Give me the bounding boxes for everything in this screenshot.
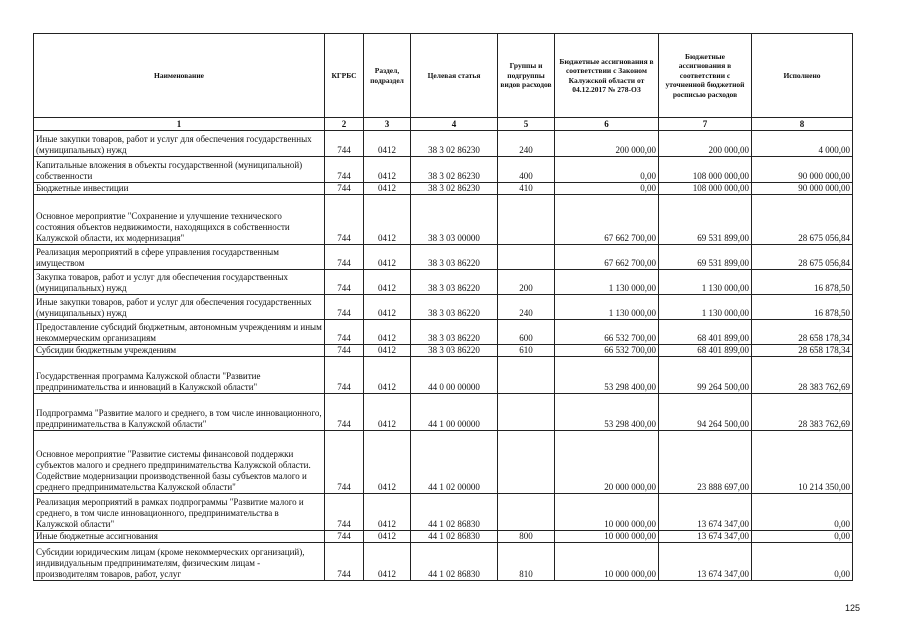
row-target-article: 44 1 02 86830 — [411, 543, 498, 581]
row-expense-group: 240 — [498, 295, 555, 320]
row-expense-group — [498, 494, 555, 531]
row-section: 0412 — [364, 357, 411, 394]
row-law-amount: 10 000 000,00 — [555, 543, 659, 581]
table-row — [34, 195, 853, 245]
row-section: 0412 — [364, 295, 411, 320]
row-law-amount: 0,00 — [555, 183, 659, 195]
row-name: Подпрограмма "Развитие малого и среднего, в том числе инновационного, предпринимательства в Калужской области" — [34, 394, 325, 431]
row-expense-group — [498, 357, 555, 394]
row-executed-amount: 28 383 762,69 — [752, 394, 853, 431]
column-number: 6 — [555, 118, 659, 131]
budget-table — [33, 33, 853, 581]
header-expense-group: Группы и подгруппы видов расходов — [498, 34, 555, 118]
row-name: Реализация мероприятий в рамках подпрограммы "Развитие малого и среднего, в том числе инновационного, предпринимательства в Калужской области" — [34, 494, 325, 531]
row-section: 0412 — [364, 543, 411, 581]
row-refined-amount: 13 674 347,00 — [659, 543, 752, 581]
row-section: 0412 — [364, 183, 411, 195]
row-target-article: 44 0 00 00000 — [411, 357, 498, 394]
row-kgrbs: 744 — [325, 245, 364, 270]
row-refined-amount: 108 000 000,00 — [659, 183, 752, 195]
row-target-article: 44 1 00 00000 — [411, 394, 498, 431]
row-target-article: 38 3 02 86230 — [411, 183, 498, 195]
column-number: 4 — [411, 118, 498, 131]
row-section: 0412 — [364, 394, 411, 431]
row-kgrbs: 744 — [325, 157, 364, 183]
row-target-article: 38 3 03 00000 — [411, 195, 498, 245]
header-name: Наименование — [34, 34, 325, 118]
row-expense-group — [498, 394, 555, 431]
row-executed-amount: 4 000,00 — [752, 131, 853, 157]
row-target-article: 38 3 03 86220 — [411, 320, 498, 345]
row-law-amount: 67 662 700,00 — [555, 195, 659, 245]
row-expense-group: 400 — [498, 157, 555, 183]
row-refined-amount: 200 000,00 — [659, 131, 752, 157]
row-section: 0412 — [364, 320, 411, 345]
row-name: Бюджетные инвестиции — [34, 183, 325, 195]
column-number: 5 — [498, 118, 555, 131]
row-name: Иные закупки товаров, работ и услуг для обеспечения государственных (муниципальных) нужд — [34, 131, 325, 157]
row-law-amount: 1 130 000,00 — [555, 270, 659, 295]
header-law-allocations: Бюджетные ассигнования в соответствии с Законом Калужской области от 04.12.2017 № 278-ОЗ — [555, 34, 659, 118]
row-expense-group — [498, 195, 555, 245]
page-number: 125 — [845, 603, 861, 613]
row-law-amount: 53 298 400,00 — [555, 357, 659, 394]
row-law-amount: 67 662 700,00 — [555, 245, 659, 270]
row-law-amount: 66 532 700,00 — [555, 345, 659, 357]
header-kgrbs: КГРБС — [325, 34, 364, 118]
row-kgrbs: 744 — [325, 131, 364, 157]
row-kgrbs: 744 — [325, 431, 364, 494]
row-section: 0412 — [364, 131, 411, 157]
row-executed-amount: 28 658 178,34 — [752, 345, 853, 357]
row-target-article: 38 3 03 86220 — [411, 295, 498, 320]
row-kgrbs: 744 — [325, 357, 364, 394]
row-expense-group: 810 — [498, 543, 555, 581]
row-name: Иные закупки товаров, работ и услуг для обеспечения государственных (муниципальных) нужд — [34, 295, 325, 320]
row-target-article: 38 3 03 86220 — [411, 245, 498, 270]
row-kgrbs: 744 — [325, 345, 364, 357]
row-executed-amount: 0,00 — [752, 494, 853, 531]
row-executed-amount: 0,00 — [752, 531, 853, 543]
row-kgrbs: 744 — [325, 183, 364, 195]
column-number-row — [34, 118, 853, 131]
row-executed-amount: 90 000 000,00 — [752, 157, 853, 183]
row-executed-amount: 16 878,50 — [752, 270, 853, 295]
row-law-amount: 20 000 000,00 — [555, 431, 659, 494]
row-expense-group: 610 — [498, 345, 555, 357]
row-kgrbs: 744 — [325, 320, 364, 345]
row-name: Предоставление субсидий бюджетным, автономным учреждениям и иным некоммерческим организациям — [34, 320, 325, 345]
row-target-article: 44 1 02 00000 — [411, 431, 498, 494]
row-refined-amount: 13 674 347,00 — [659, 531, 752, 543]
row-refined-amount: 23 888 697,00 — [659, 431, 752, 494]
row-name: Субсидии юридическим лицам (кроме некоммерческих организаций), индивидуальным предпринимателям, физическим лицам - производителям товаров, работ, услуг — [34, 543, 325, 581]
table-row — [34, 431, 853, 494]
row-target-article: 38 3 02 86230 — [411, 157, 498, 183]
table-row — [34, 531, 853, 543]
row-refined-amount: 108 000 000,00 — [659, 157, 752, 183]
column-number: 7 — [659, 118, 752, 131]
row-name: Государственная программа Калужской области "Развитие предпринимательства и инноваций в Калужской области" — [34, 357, 325, 394]
row-law-amount: 0,00 — [555, 157, 659, 183]
row-executed-amount: 10 214 350,00 — [752, 431, 853, 494]
column-number: 8 — [752, 118, 853, 131]
row-refined-amount: 68 401 899,00 — [659, 345, 752, 357]
column-number: 3 — [364, 118, 411, 131]
row-kgrbs: 744 — [325, 270, 364, 295]
row-target-article: 38 3 03 86220 — [411, 270, 498, 295]
row-refined-amount: 94 264 500,00 — [659, 394, 752, 431]
header-executed: Исполнено — [752, 34, 853, 118]
row-executed-amount: 0,00 — [752, 543, 853, 581]
row-section: 0412 — [364, 431, 411, 494]
row-name: Капитальные вложения в объекты государственной (муниципальной) собственности — [34, 157, 325, 183]
row-section: 0412 — [364, 157, 411, 183]
row-target-article: 44 1 02 86830 — [411, 531, 498, 543]
row-expense-group: 240 — [498, 131, 555, 157]
row-executed-amount: 28 658 178,34 — [752, 320, 853, 345]
table-row — [34, 270, 853, 295]
row-law-amount: 10 000 000,00 — [555, 531, 659, 543]
column-number: 2 — [325, 118, 364, 131]
row-section: 0412 — [364, 245, 411, 270]
row-kgrbs: 744 — [325, 543, 364, 581]
row-target-article: 44 1 02 86830 — [411, 494, 498, 531]
row-expense-group — [498, 245, 555, 270]
table-row — [34, 357, 853, 394]
row-section: 0412 — [364, 345, 411, 357]
row-executed-amount: 28 383 762,69 — [752, 357, 853, 394]
row-kgrbs: 744 — [325, 394, 364, 431]
row-name: Основное мероприятие "Развитие системы финансовой поддержки субъектов малого и среднего предпринимательства Калужской области. Содействие модернизации производственной базы субъектов малого и среднего предпринимательства Калужской области" — [34, 431, 325, 494]
table-row — [34, 245, 853, 270]
row-kgrbs: 744 — [325, 494, 364, 531]
row-name: Реализация мероприятий в сфере управления государственным имуществом — [34, 245, 325, 270]
row-section: 0412 — [364, 195, 411, 245]
row-section: 0412 — [364, 494, 411, 531]
row-expense-group: 410 — [498, 183, 555, 195]
row-law-amount: 53 298 400,00 — [555, 394, 659, 431]
row-law-amount: 1 130 000,00 — [555, 295, 659, 320]
row-refined-amount: 13 674 347,00 — [659, 494, 752, 531]
row-expense-group: 200 — [498, 270, 555, 295]
row-name: Основное мероприятие "Сохранение и улучшение технического состояния объектов недвижимости, находящихся в собственности Калужской области, их модернизация" — [34, 195, 325, 245]
row-section: 0412 — [364, 270, 411, 295]
row-executed-amount: 28 675 056,84 — [752, 195, 853, 245]
row-law-amount: 66 532 700,00 — [555, 320, 659, 345]
row-executed-amount: 28 675 056,84 — [752, 245, 853, 270]
row-name: Субсидии бюджетным учреждениям — [34, 345, 325, 357]
row-law-amount: 10 000 000,00 — [555, 494, 659, 531]
table-row — [34, 345, 853, 357]
row-section: 0412 — [364, 531, 411, 543]
row-law-amount: 200 000,00 — [555, 131, 659, 157]
row-target-article: 38 3 03 86220 — [411, 345, 498, 357]
row-expense-group: 600 — [498, 320, 555, 345]
header-refined-allocations: Бюджетные ассигнования в соответствии с уточненной бюджетной росписью расходов — [659, 34, 752, 118]
row-name: Иные бюджетные ассигнования — [34, 531, 325, 543]
header-row — [34, 34, 853, 118]
column-number: 1 — [34, 118, 325, 131]
header-section: Раздел, подраздел — [364, 34, 411, 118]
row-kgrbs: 744 — [325, 531, 364, 543]
row-refined-amount: 1 130 000,00 — [659, 295, 752, 320]
header-target-article: Целевая статья — [411, 34, 498, 118]
row-expense-group: 800 — [498, 531, 555, 543]
table-row — [34, 131, 853, 157]
row-kgrbs: 744 — [325, 195, 364, 245]
row-target-article: 38 3 02 86230 — [411, 131, 498, 157]
row-expense-group — [498, 431, 555, 494]
table-row — [34, 494, 853, 531]
row-refined-amount: 69 531 899,00 — [659, 195, 752, 245]
row-refined-amount: 68 401 899,00 — [659, 320, 752, 345]
row-name: Закупка товаров, работ и услуг для обеспечения государственных (муниципальных) нужд — [34, 270, 325, 295]
row-executed-amount: 90 000 000,00 — [752, 183, 853, 195]
table-row — [34, 183, 853, 195]
row-executed-amount: 16 878,50 — [752, 295, 853, 320]
table-row — [34, 295, 853, 320]
row-refined-amount: 99 264 500,00 — [659, 357, 752, 394]
table-row — [34, 394, 853, 431]
row-refined-amount: 69 531 899,00 — [659, 245, 752, 270]
row-refined-amount: 1 130 000,00 — [659, 270, 752, 295]
table-row — [34, 320, 853, 345]
row-kgrbs: 744 — [325, 295, 364, 320]
table-row — [34, 543, 853, 581]
table-row — [34, 157, 853, 183]
